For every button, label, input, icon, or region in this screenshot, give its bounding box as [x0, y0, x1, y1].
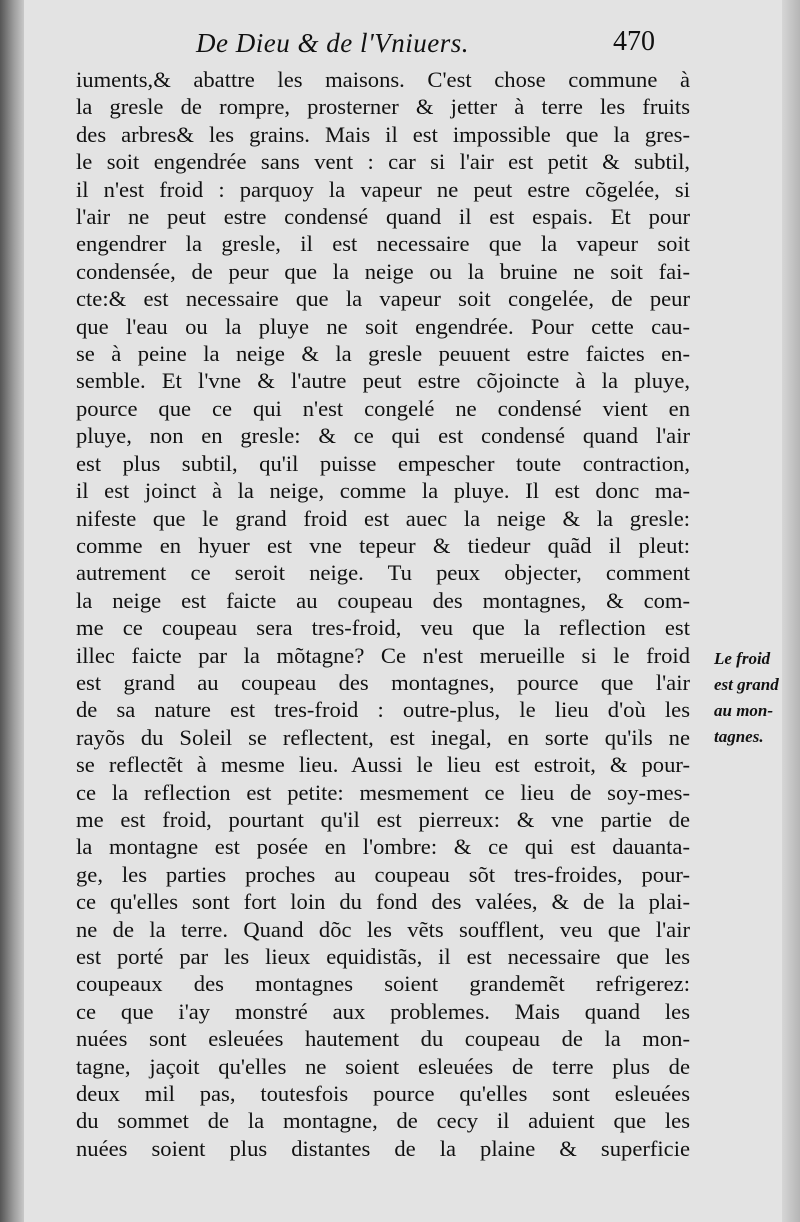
text-line: autrement ce seroit neige. Tu peux objecter, comment [76, 560, 690, 586]
text-line: le soit engendrée sans vent : car si l'air est petit & subtil, [76, 149, 690, 175]
margin-note-line: au mon- [714, 701, 774, 720]
text-line: se reflectẽt à mesme lieu. Aussi le lieu est estroit, & pour- [76, 752, 690, 778]
text-line: condensée, de peur que la neige ou la bruine ne soit fai- [76, 258, 690, 284]
binding-gutter [0, 0, 24, 1222]
margin-note [714, 646, 800, 750]
text-line: pource que ce qui n'est congelé ne condensé vient en [76, 395, 690, 421]
body-text [76, 66, 690, 1162]
text-line: ce la reflection est petite: mesmement ce lieu de soy-mes- [76, 779, 690, 805]
text-line: semble. Et l'vne & l'autre peut estre cõjoincte à la pluye, [76, 368, 690, 394]
text-line: il est joinct à la neige, comme la pluye. Il est donc ma- [76, 478, 690, 504]
running-head: De Dieu & de l'Vniuers. [196, 28, 469, 58]
text-line: rayõs du Soleil se reflectent, est inegal, en sorte qu'ils ne [76, 724, 690, 750]
text-line: cte:& est necessaire que la vapeur soit congelée, de peur [76, 286, 690, 312]
text-line: nuées soient plus distantes de la plaine & superficie [76, 1135, 690, 1161]
text-line: la montagne est posée en l'ombre: & ce qui est dauanta- [76, 834, 690, 860]
text-line: est grand au coupeau des montagnes, pource que l'air [76, 669, 690, 695]
text-line: tagne, jaçoit qu'elles ne soient esleuées de terre plus de [76, 1053, 690, 1079]
text-line: pluye, non en gresle: & ce qui est condensé quand l'air [76, 423, 690, 449]
page-edge [782, 0, 800, 1222]
text-line: est porté par les lieux equidistãs, il est necessaire que les [76, 944, 690, 969]
text-line: ne de la terre. Quand dõc les vẽts soufflent, veu que l'air [76, 916, 690, 942]
text-line: me ce coupeau sera tres-froid, veu que la reflection est [76, 615, 690, 641]
text-line: comme en hyuer est vne tepeur & tiedeur quãd il pleut: [76, 532, 690, 558]
text-line: ge, les parties proches au coupeau sõt tres-froides, pour- [76, 861, 690, 887]
text-line: la gresle de rompre, prosterner & jetter à terre les fruits [76, 94, 690, 120]
text-line: me est froid, pourtant qu'il est pierreux: & vne partie de [76, 806, 690, 832]
margin-note-line: Le froid [714, 649, 771, 668]
margin-note-line: tagnes. [714, 727, 764, 746]
text-line: engendrer la gresle, il est necessaire que la vapeur soit [76, 231, 690, 257]
text-line: la neige est faicte au coupeau des montagnes, & com- [76, 587, 690, 613]
text-line: il n'est froid : parquoy la vapeur ne peut estre cõgelée, si [76, 176, 690, 202]
page-number: 470 [613, 26, 655, 57]
text-line: ce que i'ay monstré aux problemes. Mais quand les [76, 998, 690, 1024]
text-line: est plus subtil, qu'il puisse empescher toute contraction, [76, 450, 690, 476]
text-line: que l'eau ou la pluye ne soit engendrée. Pour cette cau- [76, 313, 690, 339]
text-line: iuments,& abattre les maisons. C'est chose commune à [76, 67, 690, 92]
text-line: des arbres& les grains. Mais il est impossible que la gres- [76, 121, 690, 147]
text-line: deux mil pas, toutesfois pource qu'elles sont esleuées [76, 1081, 690, 1107]
text-line: nuées sont esleuées hautement du coupeau de la mon- [76, 1026, 690, 1052]
text-line: illec faicte par la mõtagne? Ce n'est merueille si le froid [76, 642, 690, 668]
text-line: se à peine la neige & la gresle peuuent estre faictes en- [76, 341, 690, 367]
text-line: nifeste que le grand froid est auec la neige & la gresle: [76, 505, 690, 531]
text-line: l'air ne peut estre condensé quand il est espais. Et pour [76, 204, 690, 230]
margin-note-line: est grand [714, 675, 779, 694]
text-line: du sommet de la montagne, de cecy il aduient que les [76, 1108, 690, 1134]
text-line: ce qu'elles sont fort loin du fond des valées, & de la plai- [76, 889, 690, 915]
book-page [24, 0, 782, 1222]
text-line: coupeaux des montagnes soient grandemẽt refrigerez: [76, 971, 690, 997]
text-line: de sa nature est tres-froid : outre-plus, le lieu d'où les [76, 697, 690, 723]
